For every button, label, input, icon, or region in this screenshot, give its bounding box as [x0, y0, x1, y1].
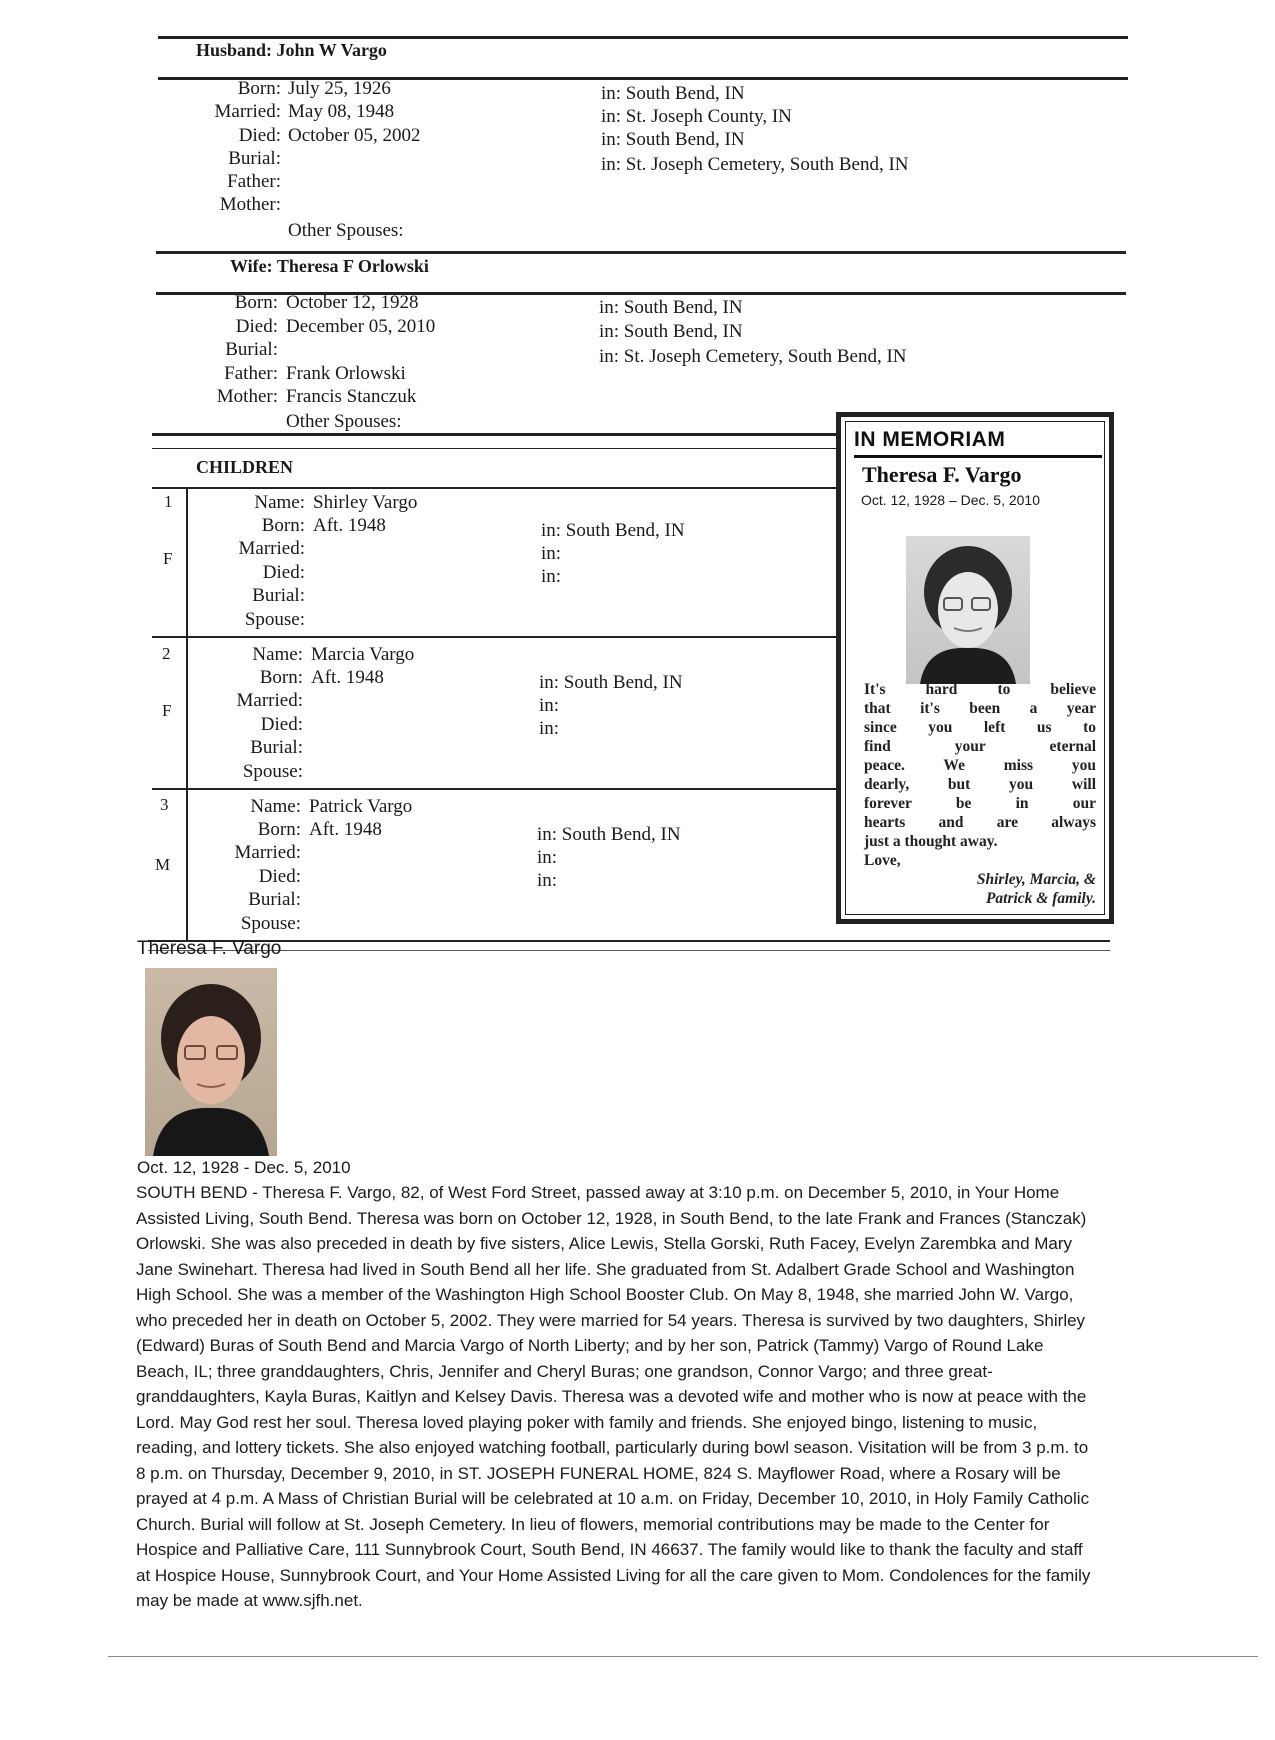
child-place-1: in: South Bend, IN: [539, 672, 683, 693]
child-place-2: in:: [541, 543, 562, 564]
child-spouse-label: Spouse:: [242, 761, 303, 782]
wife-father-value: Frank Orlowski: [286, 363, 406, 384]
memoriam-photo: [906, 536, 1030, 684]
wife-mother-label: Mother:: [216, 386, 278, 407]
memoriam-line: find your eternal: [864, 738, 1096, 755]
child-divider-1: [152, 636, 842, 638]
memoriam-signature-1: Shirley, Marcia, &: [976, 871, 1096, 888]
wife-died-value: December 05, 2010: [286, 316, 436, 337]
child-number: 2: [162, 644, 171, 663]
obituary-text: SOUTH BEND - Theresa F. Vargo, 82, of West Ford Street, passed away at 3:10 p.m. on December 5, 2010, in Your Home Assisted Living, South Bend. Theresa was born on October 12, 1928, in South Bend, to the late Frank and Frances (Stanczak) Orlowski. She was also preceded in death by five sisters, Alice Lewis, Stella Gorski, Ruth Facey, Evelyn Zarembka and Mary Jane Swinehart. Theresa had lived in South Bend all her life. She graduated from St. Adalbert Grade School and Washington High School. She was a member of the Washington High School Booster Club. On May 8, 1948, she married John W. Vargo, who preceded her in death on October 5, 2002. They were married for 54 years. Theresa is survived by two daughters, Shirley (Edward) Buras of South Bend and Marcia Vargo of North Liberty; and by her son, Patrick (Tammy) Vargo of Round Lake Beach, IL; three granddaughters, Chris, Jennifer and Cheryl Buras; one grandson, Connor Vargo; and three great-granddaughters, Kayla Buras, Kaitlyn and Kelsey Davis. Theresa was a devoted wife and mother who is now at peace with the Lord. May God rest her soul. Theresa loved playing poker with family and friends. She enjoyed bingo, listening to music, reading, and lottery tickets. She also enjoyed watching football, particularly during bowl season. Visitation will be from 3 p.m. to 8 p.m. on Thursday, December 9, 2010, in ST. JOSEPH FUNERAL HOME, 824 S. Mayflower Road, where a Rosary will be prayed at 4 p.m. A Mass of Christian Burial will be celebrated at 10 a.m. on Friday, December 10, 2010, in Holy Family Catholic Church. Burial will follow at St. Joseph Cemetery. In lieu of flowers, memorial contributions may be made to the Center for Hospice and Palliative Care, 111 Sunnybrook Court, South Bend, IN 46637. The family would like to thank the faculty and staff at Hospice House, Sunnybrook Court, and Your Home Assisted Living for all the care given to Mom. Condolences for the family may be made at www.sjfh.net.: [136, 1183, 1091, 1610]
memoriam-closing: Love,: [864, 852, 901, 869]
husband-name: John W Vargo: [276, 40, 387, 60]
obituary-photo: [145, 968, 277, 1156]
child-married-label: Married:: [236, 690, 303, 711]
children-number-divider: [186, 487, 188, 942]
child-number: 1: [164, 492, 173, 511]
husband-burial-label: Burial:: [228, 148, 281, 169]
child-born-label: Born:: [257, 819, 301, 840]
children-bottom-rule-thin: [148, 950, 1110, 951]
child-born-label: Born:: [259, 667, 303, 688]
children-top-rule: [152, 433, 842, 436]
husband-place-1: in: South Bend, IN: [601, 83, 745, 104]
child-place-1: in: South Bend, IN: [537, 824, 681, 845]
husband-label: Husband:: [196, 40, 273, 60]
child-born-label: Born:: [261, 515, 305, 536]
child-name-label: Name:: [252, 644, 303, 665]
portrait-photo-icon: [906, 536, 1030, 684]
child-spouse-label: Spouse:: [244, 609, 305, 630]
children-rule: [152, 487, 842, 489]
portrait-photo-icon: [145, 968, 277, 1156]
memoriam-line: that it's been a year: [864, 700, 1096, 717]
wife-burial-label: Burial:: [225, 339, 278, 360]
children-thin-rule: [152, 448, 842, 449]
wife-born-label: Born:: [234, 292, 278, 313]
child-burial-label: Burial:: [252, 585, 305, 606]
wife-place-2: in: South Bend, IN: [599, 321, 743, 342]
child-place-3: in:: [539, 718, 560, 739]
child-burial-label: Burial:: [248, 889, 301, 910]
child-born-value: Aft. 1948: [313, 515, 386, 536]
husband-place-2: in: St. Joseph County, IN: [601, 106, 792, 127]
memoriam-line: It's hard to believe: [864, 681, 1096, 698]
wife-died-label: Died:: [235, 316, 278, 337]
wife-heading: [230, 256, 429, 277]
wife-name: Theresa F Orlowski: [276, 256, 429, 276]
memoriam-inner-frame: [845, 421, 1105, 915]
top-rule: [158, 36, 1128, 39]
memoriam-title-rule: [854, 455, 1102, 458]
memoriam-clipping: [836, 412, 1114, 924]
husband-died-value: October 05, 2002: [288, 125, 421, 146]
husband-mother-label: Mother:: [219, 194, 281, 215]
husband-died-label: Died:: [238, 125, 281, 146]
husband-married-value: May 08, 1948: [288, 101, 395, 122]
child-sex: F: [163, 549, 173, 568]
child-died-label: Died:: [258, 866, 301, 887]
husband-other-spouses: Other Spouses:: [288, 220, 404, 241]
wife-place-3: in: St. Joseph Cemetery, South Bend, IN: [599, 346, 907, 367]
husband-heading: [196, 40, 387, 61]
memoriam-name: Theresa F. Vargo: [862, 462, 1022, 487]
child-place-1: in: South Bend, IN: [541, 520, 685, 541]
husband-born-value: July 25, 1926: [288, 78, 391, 99]
child-burial-label: Burial:: [250, 737, 303, 758]
child-divider-2: [152, 788, 842, 790]
memoriam-dates: Oct. 12, 1928 – Dec. 5, 2010: [861, 492, 1041, 508]
child-died-label: Died:: [262, 562, 305, 583]
husband-born-label: Born:: [237, 78, 281, 99]
wife-label: Wife:: [230, 256, 273, 276]
child-name-value: Patrick Vargo: [309, 796, 413, 817]
memoriam-line: peace. We miss you: [864, 757, 1096, 774]
husband-father-label: Father:: [227, 171, 281, 192]
child-born-value: Aft. 1948: [309, 819, 382, 840]
child-born-value: Aft. 1948: [311, 667, 384, 688]
memoriam-line: dearly, but you will: [864, 776, 1096, 793]
wife-father-label: Father:: [224, 363, 278, 384]
child-name-value: Shirley Vargo: [313, 492, 418, 513]
husband-place-3: in: South Bend, IN: [601, 129, 745, 150]
wife-other-spouses: Other Spouses:: [286, 411, 402, 432]
husband-place-4: in: St. Joseph Cemetery, South Bend, IN: [601, 154, 909, 175]
child-name-value: Marcia Vargo: [311, 644, 415, 665]
child-married-label: Married:: [234, 842, 301, 863]
child-place-2: in:: [539, 695, 560, 716]
child-number: 3: [160, 795, 169, 814]
memoriam-title: IN MEMORIAM: [854, 428, 1006, 451]
child-place-2: in:: [537, 847, 558, 868]
child-name-label: Name:: [250, 796, 301, 817]
child-place-3: in:: [537, 870, 558, 891]
obituary-dates: Oct. 12, 1928 - Dec. 5, 2010: [137, 1158, 351, 1177]
wife-born-value: October 12, 1928: [286, 292, 419, 313]
child-married-label: Married:: [238, 538, 305, 559]
memoriam-signature-2: Patrick & family.: [985, 890, 1096, 907]
wife-place-1: in: South Bend, IN: [599, 297, 743, 318]
child-sex: F: [162, 701, 172, 720]
footer-rule: [108, 1656, 1258, 1657]
child-died-label: Died:: [260, 714, 303, 735]
memoriam-line: hearts and are always: [864, 814, 1096, 831]
children-heading: CHILDREN: [196, 457, 294, 477]
child-spouse-label: Spouse:: [240, 913, 301, 934]
husband-married-label: Married:: [214, 101, 281, 122]
memoriam-line: since you left us to: [864, 719, 1096, 736]
memoriam-verse: [864, 680, 1096, 908]
obituary-name: Theresa F. Vargo: [137, 938, 282, 959]
wife-mother-value: Francis Stanczuk: [286, 386, 417, 407]
child-name-label: Name:: [254, 492, 305, 513]
memoriam-line: just a thought away.: [864, 833, 998, 850]
child-sex: M: [155, 855, 171, 874]
memoriam-line: forever be in our: [864, 795, 1096, 812]
child-place-3: in:: [541, 566, 562, 587]
children-bottom-rule: [148, 940, 1110, 942]
wife-top-rule: [156, 251, 1126, 254]
